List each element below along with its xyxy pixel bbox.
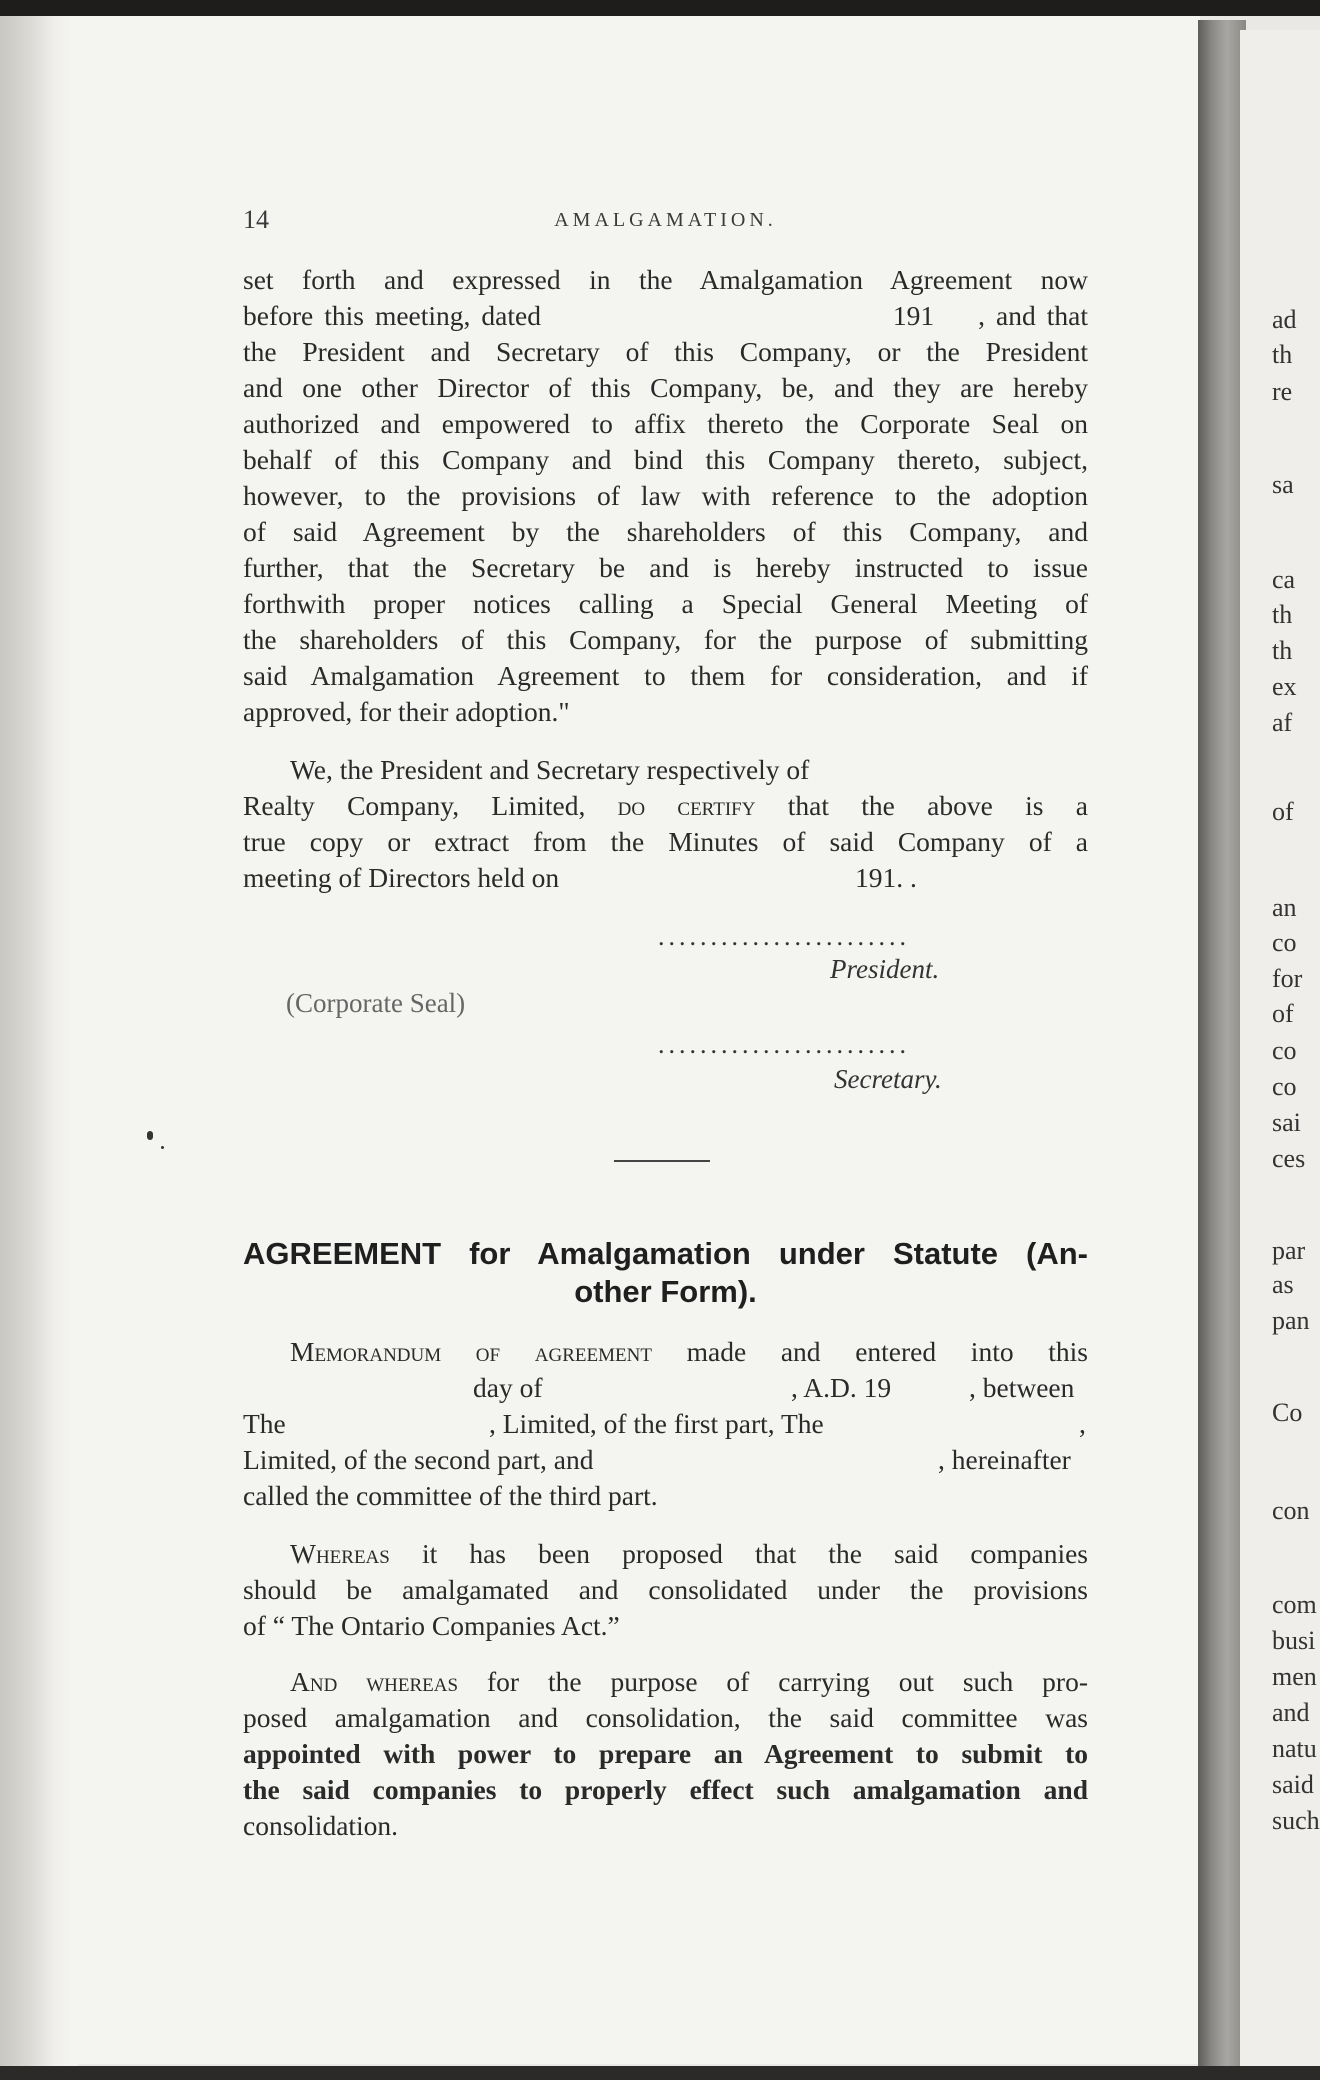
facing-page-fragment: and [1272, 1698, 1310, 1727]
facing-page-fragment: ca [1272, 565, 1296, 594]
memorandum-line: Memorandum of agreement made and entered into this [290, 1336, 1088, 1367]
whereas-line: should be amalgamated and consolidated under the provisions [243, 1574, 1088, 1605]
whereas-line: appointed with power to prepare an Agreement to submit to [243, 1738, 1088, 1769]
resolution-line: the shareholders of this Company, for the purpose of submitting [243, 624, 1088, 655]
facing-page-fragment: pan [1272, 1306, 1310, 1335]
facing-page-fragment: of [1272, 797, 1294, 826]
resolution-line: said Amalgamation Agreement to them for consideration, and if [243, 660, 1088, 691]
president-signature-line: ........................ [658, 922, 910, 951]
resolution-line: however, to the provisions of law with reference to the adoption [243, 480, 1088, 511]
section-divider [614, 1160, 710, 1162]
scan-bottom-border [0, 2066, 1320, 2080]
running-title: AMALGAMATION. [554, 209, 777, 231]
resolution-line: further, that the Secretary be and is hereby instructed to issue [243, 552, 1088, 583]
resolution-line: authorized and empowered to affix thereto the Corporate Seal on [243, 408, 1088, 439]
heading-line: AGREEMENT for Amalgamation under Statute (An- [243, 1236, 1088, 1271]
facing-page-fragment: an [1272, 893, 1297, 922]
facing-page-fragment: par [1272, 1236, 1306, 1265]
whereas-line: posed amalgamation and consolidation, the said committee was [243, 1702, 1088, 1733]
secretary-label: Secretary. [834, 1064, 942, 1094]
facing-page-fragment: co [1272, 1072, 1297, 1101]
facing-page-fragment: Co [1272, 1398, 1303, 1427]
resolution-line: forthwith proper notices calling a Special General Meeting of [243, 588, 1088, 619]
facing-page-fragment: as [1272, 1270, 1294, 1299]
resolution-line: behalf of this Company and bind this Company thereto, subject, [243, 444, 1088, 475]
facing-page-fragment: com [1272, 1590, 1317, 1619]
resolution-line: approved, for their adoption." [243, 696, 570, 727]
facing-page-fragment: re [1272, 377, 1293, 406]
resolution-line: the President and Secretary of this Company, or the President [243, 336, 1088, 367]
facing-page-fragment: said [1272, 1770, 1314, 1799]
book-gutter-shadow [1198, 20, 1246, 2070]
facing-page-fragment: men [1272, 1662, 1317, 1691]
left-page-edge [0, 14, 78, 2080]
resolution-line: before this meeting, dated 191 , and that [243, 300, 1088, 331]
facing-page-fragment: ex [1272, 672, 1297, 701]
facing-page-fragment: for [1272, 964, 1303, 993]
heading-line: other Form). [574, 1274, 757, 1309]
section-heading [243, 1235, 1088, 1311]
facing-page-fragment: natu [1272, 1734, 1317, 1763]
corporate-seal-label: (Corporate Seal) [286, 988, 466, 1018]
facing-page-fragment: sa [1272, 470, 1294, 499]
certificate-line: meeting of Directors held on 191. . [243, 862, 917, 893]
whereas-line: of “ The Ontario Companies Act.” [243, 1610, 620, 1641]
facing-page-fragment: th [1272, 636, 1293, 665]
facing-page-fragment: th [1272, 600, 1293, 629]
ink-speck [161, 1146, 164, 1149]
whereas-line: the said companies to properly effect such amalgamation and [243, 1774, 1088, 1805]
president-label: President. [830, 954, 940, 984]
facing-page-fragment: of [1272, 999, 1294, 1028]
scan-top-border [0, 0, 1320, 16]
whereas-line: consolidation. [243, 1810, 399, 1841]
facing-page-fragment: co [1272, 928, 1297, 957]
certificate-line: true copy or extract from the Minutes of said Company of a [243, 826, 1088, 857]
memorandum-line: called the committee of the third part. [243, 1480, 658, 1511]
whereas-line: And whereas for the purpose of carrying out such pro- [290, 1666, 1088, 1697]
ink-speck [147, 1131, 153, 1140]
secretary-signature-line: ........................ [658, 1030, 910, 1059]
facing-page-fragment: con [1272, 1496, 1310, 1525]
facing-page-fragment: th [1272, 340, 1293, 369]
facing-page-fragment: such [1272, 1806, 1320, 1835]
whereas-line: Whereas it has been proposed that the said companies [290, 1538, 1088, 1569]
facing-page-fragment: af [1272, 708, 1293, 737]
certificate-line: We, the President and Secretary respectively of [290, 754, 810, 785]
resolution-line: of said Agreement by the shareholders of this Company, and [243, 516, 1088, 547]
facing-page-fragment: ces [1272, 1144, 1306, 1173]
facing-page-fragment: sai [1272, 1108, 1301, 1137]
resolution-line: set forth and expressed in the Amalgamation Agreement now [243, 264, 1088, 295]
facing-page-fragment: ad [1272, 305, 1297, 334]
certificate-line: Realty Company, Limited, do certify that the above is a [243, 790, 1088, 821]
page-number: 14 [243, 205, 269, 234]
facing-page-fragment: co [1272, 1036, 1297, 1065]
facing-page-fragment: busi [1272, 1626, 1316, 1655]
resolution-line: and one other Director of this Company, be, and they are hereby [243, 372, 1088, 403]
